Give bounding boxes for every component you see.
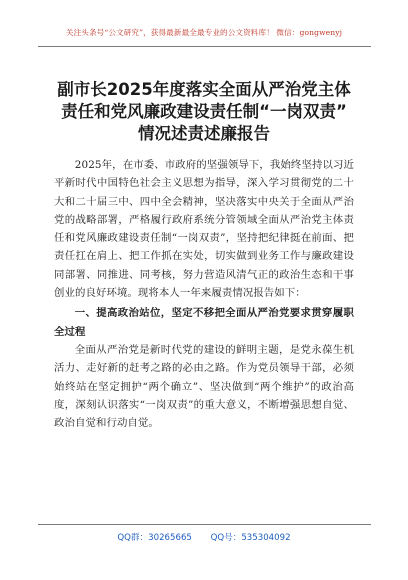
footer-qq-number: QQ号：535304092	[210, 533, 291, 543]
title-line-3: 情况述责述廉报告	[138, 124, 270, 143]
section-heading-1: 一、提高政治站位，坚定不移把全面从严治党要求贯穿履职全过程	[54, 307, 354, 338]
footer-contact	[0, 531, 408, 543]
title-line-1: 副市长2025年度落实全面从严治党主体	[57, 80, 351, 99]
footer-divider	[38, 524, 371, 525]
document-body	[54, 156, 354, 432]
body-paragraph-intro: 2025年，在市委、市政府的坚强领导下，我始终坚持以习近平新时代中国特色社会主义思想为指导，深入学习贯彻党的二十大和二十届三中、四中全会精神，坚决落实中央关于全面从严治党的战略部署，严格履行政府系统分管领域全面从严治党主体责任和党风廉政建设责任制“一岗双责”，坚持把纪律挺在前面、把责任扛在肩上、把工作抓在实处，切实做到业务工作与廉政建设同部署、同推进、同考核，努力营造风清气正的政治生态和干事创业的良好环境。现将本人一年来履责情况报告如下：	[54, 159, 354, 300]
title-line-2: 责任和党风廉政建设责任制“一岗双责”	[61, 102, 347, 121]
header-promo-note: 关注头条号“公文研究”，获得最新最全最专业的公文资料库！ 微信：gongwenyj	[65, 28, 343, 37]
header-divider	[38, 46, 371, 47]
document-title	[30, 79, 378, 145]
footer-qq-group: QQ群：30265665	[117, 533, 192, 543]
body-paragraph-2: 全面从严治党是新时代党的建设的鲜明主题，是党永葆生机活力、走好新的赶考之路的必由之路。作为党员领导干部，必须始终站在坚定拥护“两个确立”、坚决做到“两个维护”的政治高度，深刻认识落实“一岗双责”的重大意义，不断增强思想自觉、政治自觉和行动自觉。	[54, 343, 354, 430]
